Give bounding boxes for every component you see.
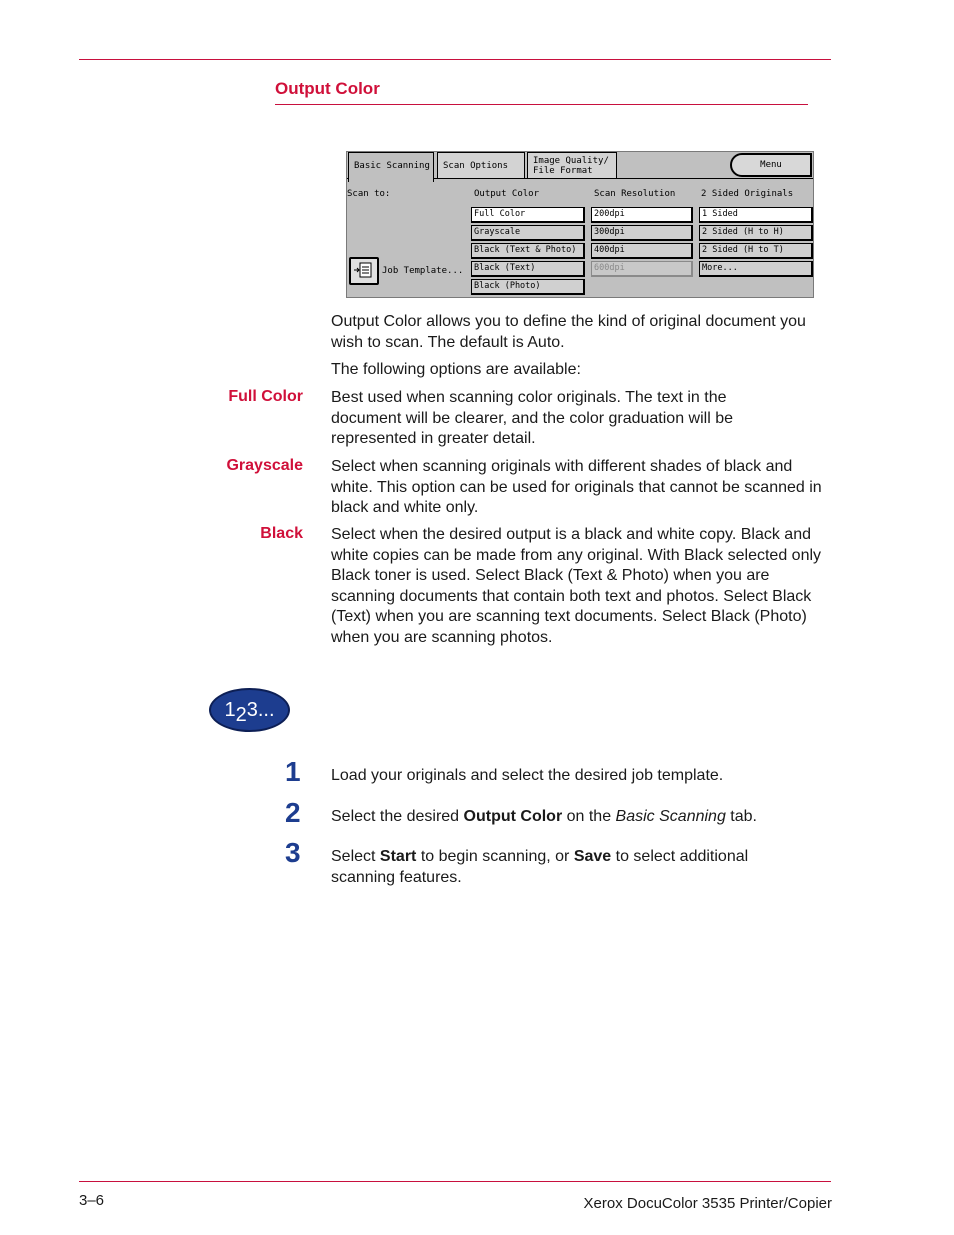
output-color-heading: Output Color — [474, 189, 540, 199]
section-title-underline — [275, 104, 808, 105]
option-black-text: Black (Text) — [471, 261, 585, 277]
step-3-number: 3 — [285, 837, 301, 868]
footer-product-name: Xerox DocuColor 3535 Printer/Copier — [583, 1195, 832, 1212]
scanning-ui-screenshot — [346, 151, 814, 298]
option-black-text-photo: Black (Text & Photo) — [471, 243, 585, 259]
term-full-color: Full Color — [228, 388, 303, 405]
top-rule — [79, 59, 831, 60]
tab-basic-scanning: Basic Scanning — [348, 152, 434, 182]
footer-rule — [79, 1181, 831, 1182]
step-2-number: 2 — [285, 797, 301, 828]
options-lead: The following options are available: — [331, 361, 581, 378]
option-300dpi: 300dpi — [591, 225, 693, 241]
desc-full-color: Best used when scanning color originals. The text in the document will be clearer, and the color graduation will be represented in greater detail. — [331, 389, 734, 447]
tab-image-quality: Image Quality/ File Format — [527, 152, 617, 178]
step-2-text: Select the desired Output Color on the Basic Scanning tab. — [331, 808, 757, 825]
option-grayscale: Grayscale — [471, 225, 585, 241]
option-600dpi: 600dpi — [591, 261, 693, 277]
desc-grayscale: Select when scanning originals with different shades of black and white. This option can be used for originals that cannot be scanned in black and white only. — [331, 458, 822, 516]
term-grayscale: Grayscale — [226, 457, 303, 474]
desc-black: Select when the desired output is a black and white copy. Black and white copies can be made from any original. With Black selected only Black toner is used. Select Black (Text & Photo) when you are scanning documents that contain both text and photos. Select Black (Text) when you are scanning text documents. Select Black (Photo) when you are scanning photos. — [331, 526, 822, 646]
two-sided-heading: 2 Sided Originals — [701, 189, 794, 199]
option-black-photo: Black (Photo) — [471, 279, 585, 295]
option-400dpi: 400dpi — [591, 243, 693, 259]
tab-scan-options: Scan Options — [437, 152, 525, 178]
option-200dpi: 200dpi — [591, 207, 693, 223]
option-2-sided-h-to-h: 2 Sided (H to H) — [699, 225, 813, 241]
scan-to-label: Scan to: — [347, 189, 391, 199]
option-full-color: Full Color — [471, 207, 585, 223]
step-1-text: Load your originals and select the desired job template. — [331, 767, 724, 784]
term-black: Black — [260, 525, 303, 542]
job-template-label: Job Template... — [382, 266, 464, 276]
job-template-icon — [349, 257, 379, 285]
step-3-text: Select Start to begin scanning, or Save to select additional scanning features. — [331, 848, 749, 886]
scan-resolution-heading: Scan Resolution — [594, 189, 676, 199]
option-1-sided: 1 Sided — [699, 207, 813, 223]
steps-badge: 1 2 3... — [209, 688, 290, 732]
intro-paragraph: Output Color allows you to define the kind of original document you wish to scan. The default is Auto. — [331, 313, 806, 351]
menu-button: Menu — [730, 153, 812, 177]
step-1-number: 1 — [285, 756, 301, 787]
option-2-sided-h-to-t: 2 Sided (H to T) — [699, 243, 813, 259]
section-title: Output Color — [275, 79, 380, 98]
option-more: More... — [699, 261, 813, 277]
page-number: 3–6 — [79, 1192, 105, 1209]
